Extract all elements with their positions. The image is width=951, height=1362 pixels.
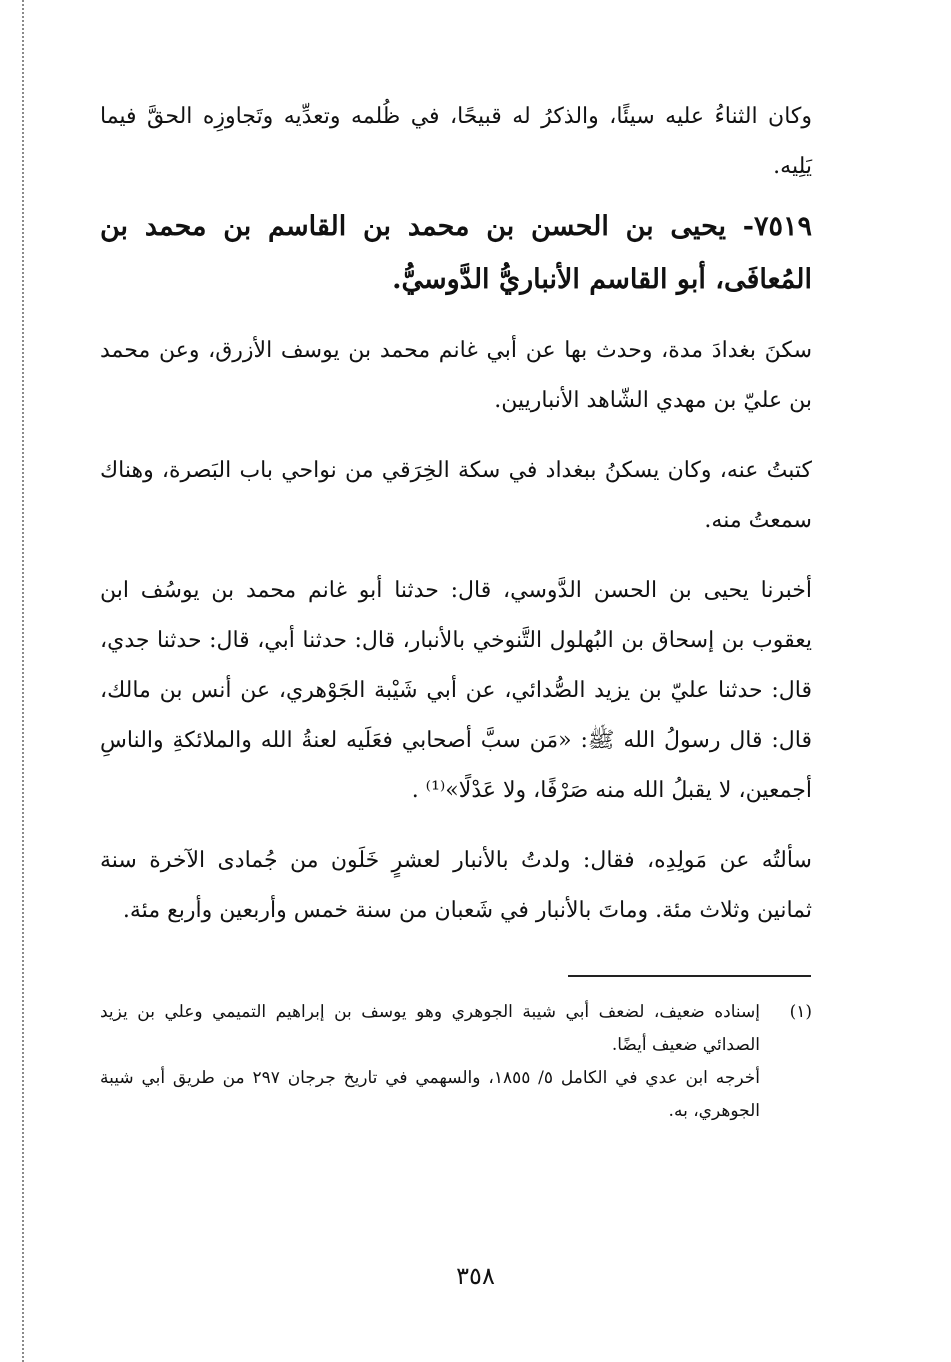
- entry-heading: ٧٥١٩- يحيى بن الحسن بن محمد بن القاسم بن محمد بن المُعافَى، أبو القاسم الأنباريُّ الدَّوسيُّ.: [100, 211, 812, 295]
- footnote-text-continued: أخرجه ابن عدي في الكامل ٥/ ١٨٥٥، والسهمي في تاريخ جرجان ٢٩٧ من طريق أبي شيبة الجوهري، به.: [100, 1068, 760, 1121]
- paragraph-birth-death: سألتُه عن مَولِدِه، فقال: ولدتُ بالأنبار لعشرٍ خَلَون من جُمادى الآخرة سنة ثمانين وثلاث مئة. وماتَ بالأنبار في شَعبان من سنة خمس وأربعين وأربع مئة.: [100, 848, 812, 923]
- paragraph-location: كتبتُ عنه، وكان يسكنُ ببغداد في سكة الخِرَقي من نواحي باب البَصرة، وهناك سمعتُ منه.: [100, 458, 812, 533]
- binding-margin-rule: [22, 0, 24, 1362]
- previous-entry-tail: وكان الثناءُ عليه سيئًا، والذكرُ له قبيحًا، في ظُلمه وتعدِّيه وتَجاوزِه الحقَّ فيما يَلِيه.: [100, 104, 812, 179]
- page-number: ٣٥٨: [456, 1262, 495, 1290]
- paragraph-hadith: أخبرنا يحيى بن الحسن الدَّوسي، قال: حدثنا أبو غانم محمد بن يوسُف ابن يعقوب بن إسحاق بن البُهلول التَّنوخي بالأنبار، قال: حدثنا أبي، قال: حدثنا جدي، قال: حدثنا عليّ بن يزيد الصُّدائي، عن أبي شَيْبة الجَوْهري، عن أنس بن مالك، قال: قال رسولُ الله ﷺ: «مَن سبَّ أصحابي فعَلَيه لعنةُ الله والملائكةِ والناسِ أجمعين، لا يقبلُ الله منه صَرْفًا، ولا عَدْلًا»⁽¹⁾ .: [100, 578, 812, 803]
- main-text: [100, 92, 812, 956]
- footnote-marker: (١): [789, 1002, 812, 1022]
- footnote-text: إسناده ضعيف، لضعف أبي شيبة الجوهري وهو يوسف بن إبراهيم التميمي وعلي بن يزيد الصدائي ضعيف أيضًا.: [100, 1002, 760, 1055]
- paragraph-residence: سكنَ بغدادَ مدة، وحدث بها عن أبي غانم محمد بن يوسف الأزرق، وعن محمد بن عليّ بن مهدي الشّاهد الأنباريين.: [100, 338, 813, 413]
- footnote-item: [100, 996, 812, 1062]
- footnote-separator: [568, 975, 811, 977]
- footnotes: [100, 996, 812, 1128]
